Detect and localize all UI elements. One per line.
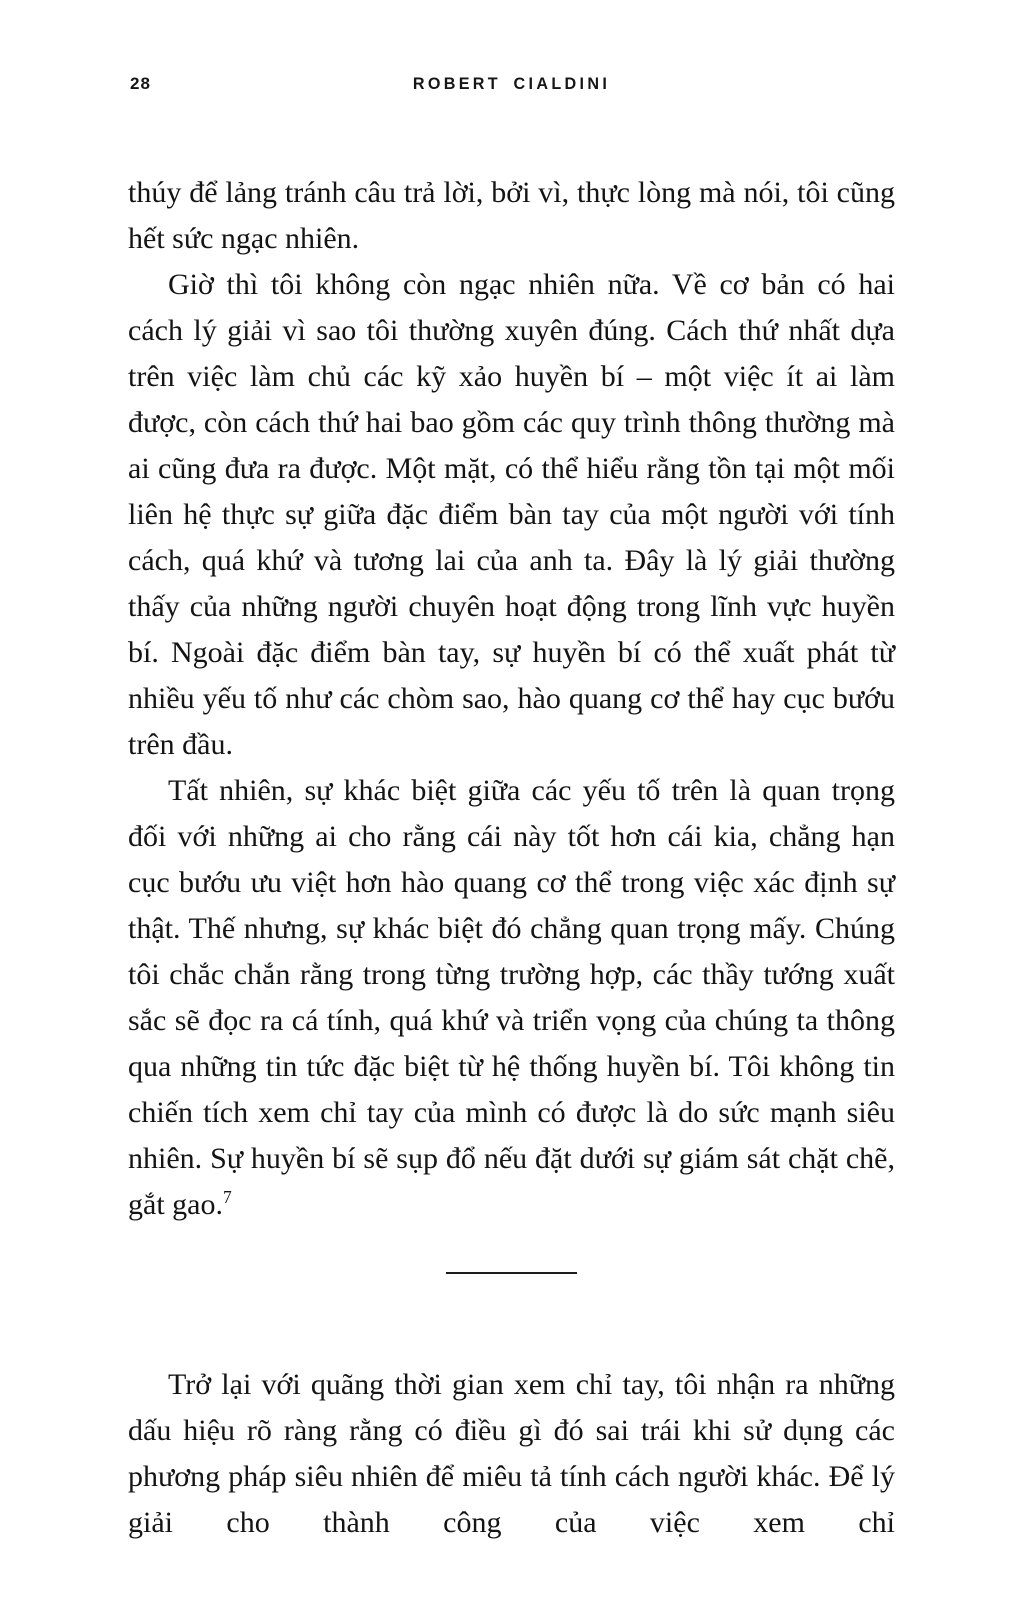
footnote-ref: 7 — [222, 1187, 232, 1207]
running-head: ROBERT CIALDINI — [412, 74, 611, 93]
paragraph-text: Giờ thì tôi không còn ngạc nhiên nữa. Về cơ bản có hai cách lý giải vì sao tôi thường xuyên đúng. Cách thứ nhất dựa trên việc làm chủ các kỹ xảo huyền bí – một việc ít ai làm được, còn cách thứ hai bao gồm các quy trình thông thường mà ai cũng đưa ra được. Một mặt, có thể hiểu rằng tồn tại một mối liên hệ thực sự giữa đặc điểm bàn tay của một người với tính cách, quá khứ và tương lai của anh ta. Đây là lý giải thường thấy của những người chuyên hoạt động trong lĩnh vực huyền bí. Ngoài đặc điểm bàn tay, sự huyền bí có thể xuất phát từ nhiều yếu tố như các chòm sao, hào quang cơ thể hay cục bướu trên đầu. — [128, 268, 895, 761]
paragraph-text: thúy để lảng tránh câu trả lời, bởi vì, thực lòng mà nói, tôi cũng hết sức ngạc nhiên. — [128, 176, 895, 255]
paragraph-text: Trở lại với quãng thời gian xem chỉ tay, tôi nhận ra những dấu hiệu rõ ràng rằng có điều gì đó sai trái khi sử dụng các phương pháp siêu nhiên để miêu tả tính cách người khác. Để lý giải cho thành công của việc xem chỉ — [128, 1368, 895, 1539]
section-divider — [128, 1272, 895, 1362]
paragraph — [128, 170, 895, 262]
page-number: 28 — [130, 74, 151, 93]
paragraph — [128, 768, 895, 1228]
divider-rule — [446, 1272, 577, 1274]
paragraph-text: Tất nhiên, sự khác biệt giữa các yếu tố trên là quan trọng đối với những ai cho rằng cái này tốt hơn cái kia, chẳng hạn cục bướu ưu việt hơn hào quang cơ thể trong việc xác định sự thật. Thế nhưng, sự khác biệt đó chẳng quan trọng mấy. Chúng tôi chắc chắn rằng trong từng trường hợp, các thầy tướng xuất sắc sẽ đọc ra cá tính, quá khứ và triển vọng của chúng ta thông qua những tin tức đặc biệt từ hệ thống huyền bí. Tôi không tin chiến tích xem chỉ tay của mình có được là do sức mạnh siêu nhiên. Sự huyền bí sẽ sụp đổ nếu đặt dưới sự giám sát chặt chẽ, gắt gao. — [128, 774, 895, 1221]
body-text — [128, 170, 895, 1546]
paragraph — [128, 262, 895, 768]
page-header — [128, 74, 895, 98]
paragraph — [128, 1362, 895, 1546]
